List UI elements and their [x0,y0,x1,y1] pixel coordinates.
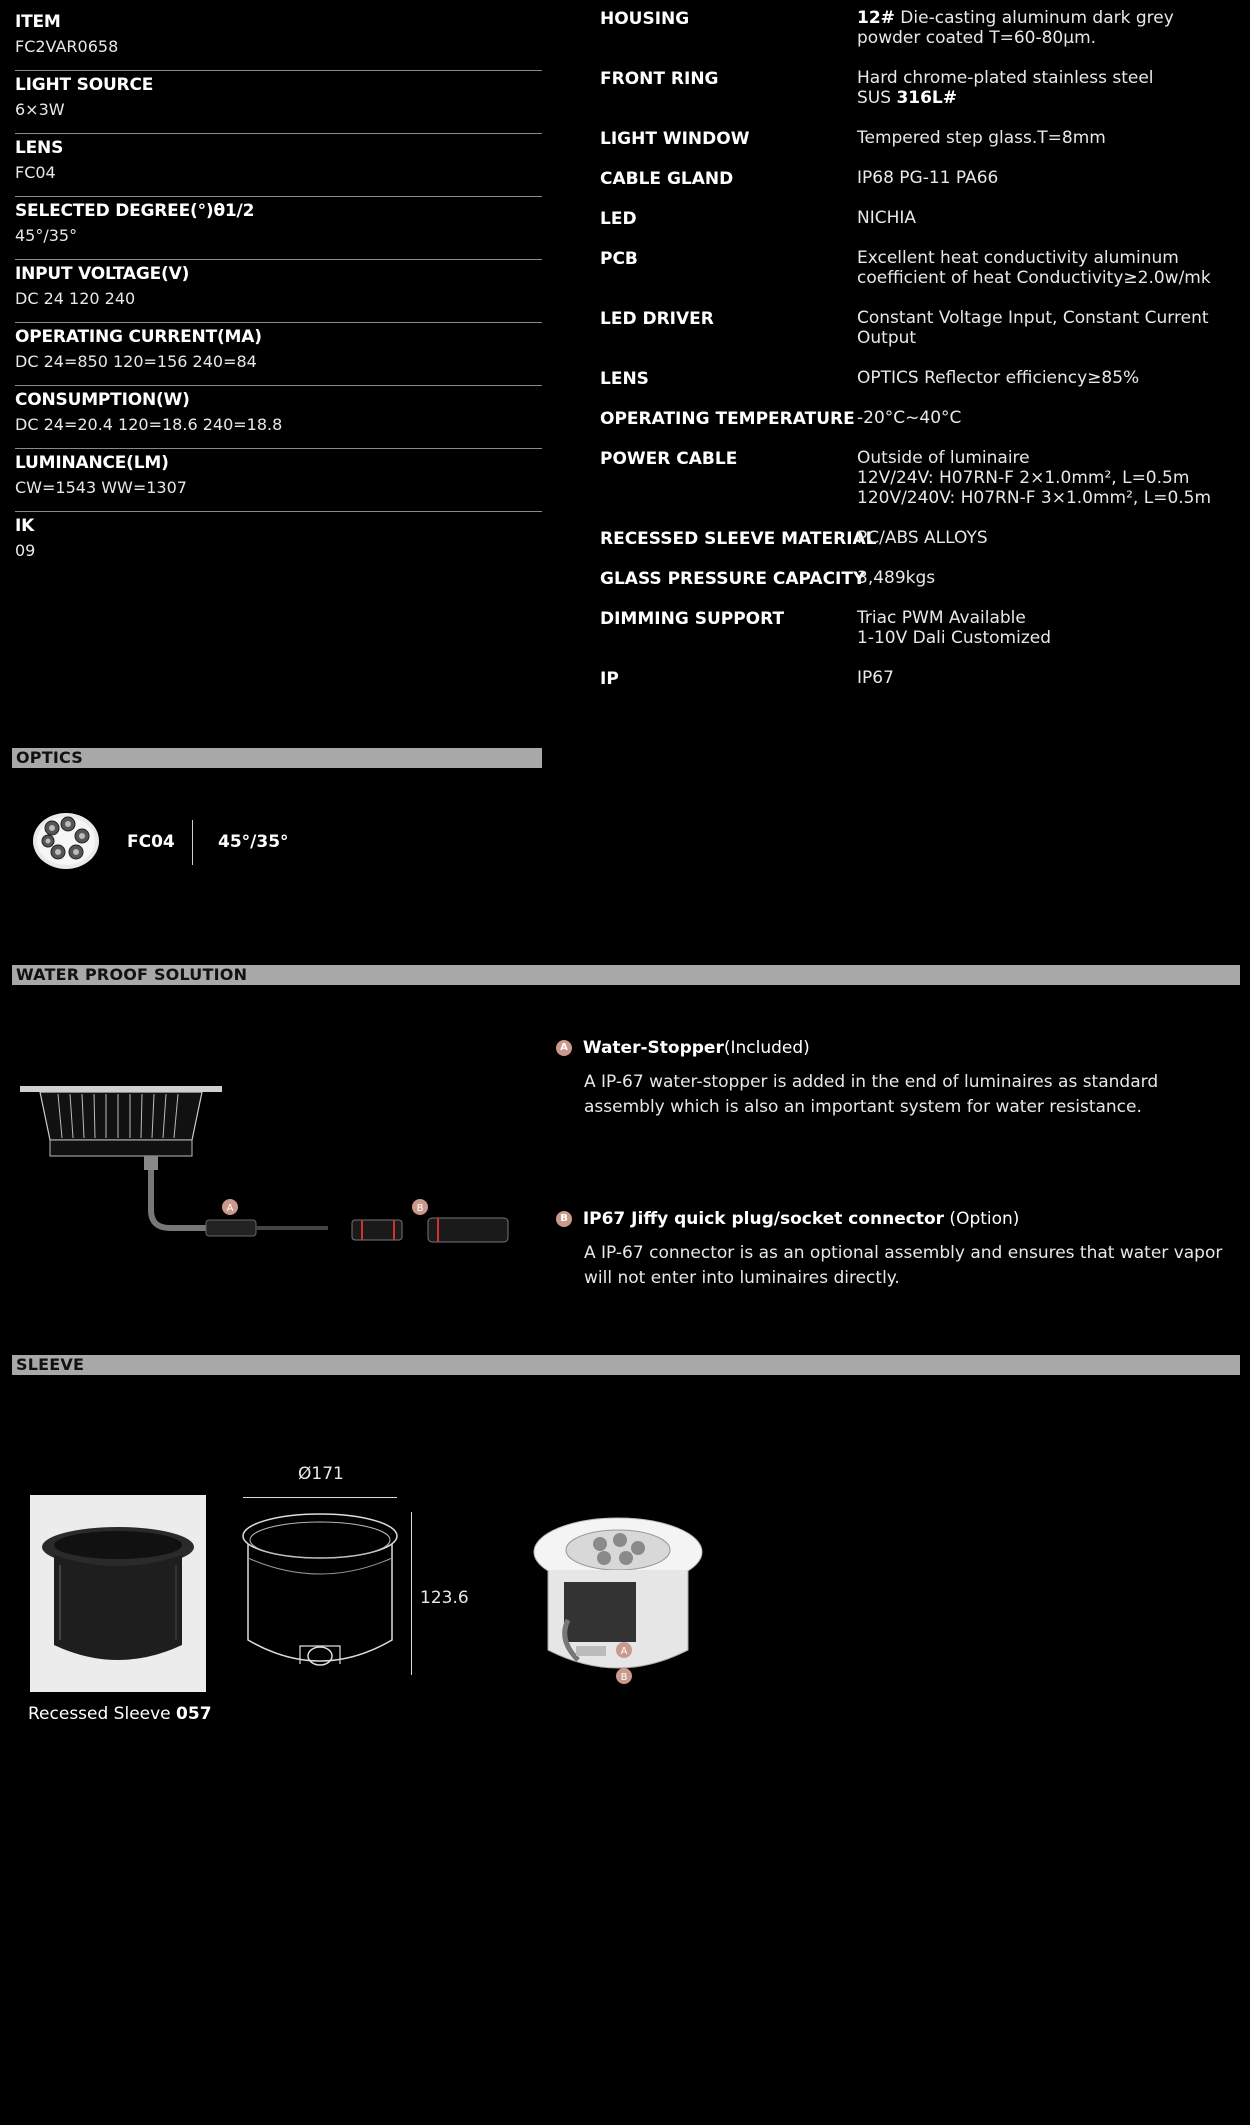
optics-lens-icon [30,810,102,876]
sleeve-height-line [411,1512,412,1675]
recessed-sleeve-caption: Recessed Sleeve 057 [28,1704,212,1724]
spec-label: GLASS PRESSURE CAPACITY [600,569,866,589]
spec-label: RECESSED SLEEVE MATERIAL [600,529,877,549]
spec-item [15,512,542,575]
spec-label: IP [600,669,619,689]
spec-label: LIGHT WINDOW [600,129,750,149]
installed-luminaire-illustration [528,1510,708,1694]
spec-value: Triac PWM Available 1-10V Dali Customized [857,608,1051,648]
installed-badge-a: A [620,1646,628,1657]
spec-label: OPERATING TEMPERATURE [600,409,855,429]
spec-label: OPERATING CURRENT(MA) [15,327,262,347]
spec-label: SELECTED DEGREE(°)θ1/2 [15,201,255,221]
spec-item [15,197,542,260]
spec-item [15,71,542,134]
waterproof-item-a [556,1036,1236,1120]
spec-value: Outside of luminaire 12V/24V: H07RN-F 2×1.0mm², L=0.5m 120V/240V: H07RN-F 3×1.0mm², L=0.5m [857,448,1212,508]
spec-label: LED DRIVER [600,309,714,329]
waterproof-item-b [556,1207,1236,1291]
spec-value: Constant Voltage Input, Constant Current Output [857,308,1209,348]
optics-divider [192,820,193,865]
waterproof-item-b-title: B IP67 Jiffy quick plug/socket connector (Option) [556,1207,1236,1231]
spec-list-left [15,8,542,575]
spec-label: IK [15,516,35,536]
section-header-water-proof: WATER PROOF SOLUTION [12,965,1240,985]
spec-value: PC/ABS ALLOYS [857,528,988,548]
spec-value: Excellent heat conductivity aluminum coefficient of heat Conductivity≥2.0w/mk [857,248,1211,288]
optics-degree: 45°/35° [218,832,289,852]
optics-lens-name: FC04 [127,832,175,852]
spec-label: CABLE GLAND [600,169,734,189]
spec-value: IP67 [857,668,894,688]
spec-value: 09 [15,541,36,560]
spec-label: HOUSING [600,9,690,29]
spec-label: ITEM [15,12,61,32]
waterproof-illustration-badge-a: A [226,1203,234,1214]
spec-item [15,323,542,386]
sleeve-height-label: 123.6 [420,1588,469,1608]
spec-value: Tempered step glass.T=8mm [857,128,1106,148]
spec-item [15,260,542,323]
spec-label: LIGHT SOURCE [15,75,154,95]
spec-value: OPTICS Reflector efficiency≥85% [857,368,1140,388]
spec-value: -20°C~40°C [857,408,962,428]
spec-item [15,134,542,197]
spec-label: LUMINANCE(LM) [15,453,169,473]
spec-value: FC2VAR0658 [15,37,119,56]
waterproof-item-a-title: A Water-Stopper(Included) [556,1036,1236,1060]
section-header-optics: OPTICS [12,748,542,768]
spec-label: INPUT VOLTAGE(V) [15,264,190,284]
section-header-sleeve: SLEEVE [12,1355,1240,1375]
spec-label: CONSUMPTION(W) [15,390,190,410]
spec-value: CW=1543 WW=1307 [15,478,187,497]
spec-label: LENS [15,138,64,158]
waterproof-item-a-desc: A IP-67 water-stopper is added in the end of luminaires as standard assembly which is also an important system for water resistance. [584,1072,1159,1117]
spec-value: 6×3W [15,100,65,119]
spec-value: 45°/35° [15,226,78,245]
spec-value: Hard chrome-plated stainless steel SUS 316L# [857,68,1154,108]
spec-value: IP68 PG-11 PA66 [857,168,999,188]
spec-label: DIMMING SUPPORT [600,609,785,629]
spec-list-right [600,8,1240,708]
spec-value: FC04 [15,163,56,182]
badge-a: A [556,1040,572,1056]
spec-value: DC 24 120 240 [15,289,136,308]
spec-item [15,449,542,512]
installed-badge-b: B [620,1672,628,1683]
waterproof-illustration-badge-b: B [416,1203,424,1214]
sleeve-diameter-line [243,1497,397,1498]
sleeve-diameter-label: Ø171 [298,1464,344,1484]
spec-item [15,386,542,449]
spec-label: PCB [600,249,638,269]
spec-value: 3,489kgs [857,568,936,588]
spec-value: DC 24=850 120=156 240=84 [15,352,257,371]
waterproof-item-b-desc: A IP-67 connector is as an optional assembly and ensures that water vapor will not enter into luminaires directly. [584,1243,1223,1288]
spec-value: NICHIA [857,208,917,228]
badge-b: B [556,1211,572,1227]
spec-label: LED [600,209,637,229]
spec-label: FRONT RING [600,69,719,89]
spec-value: DC 24=20.4 120=18.6 240=18.8 [15,415,283,434]
spec-label: POWER CABLE [600,449,738,469]
sleeve-technical-drawing [240,1510,400,1684]
spec-value: 12# Die-casting aluminum dark grey powder coated T=60-80μm. [857,8,1174,48]
waterproof-illustration [18,1080,518,1264]
recessed-sleeve-photo [30,1495,206,1692]
spec-label: LENS [600,369,649,389]
spec-item [15,8,542,71]
